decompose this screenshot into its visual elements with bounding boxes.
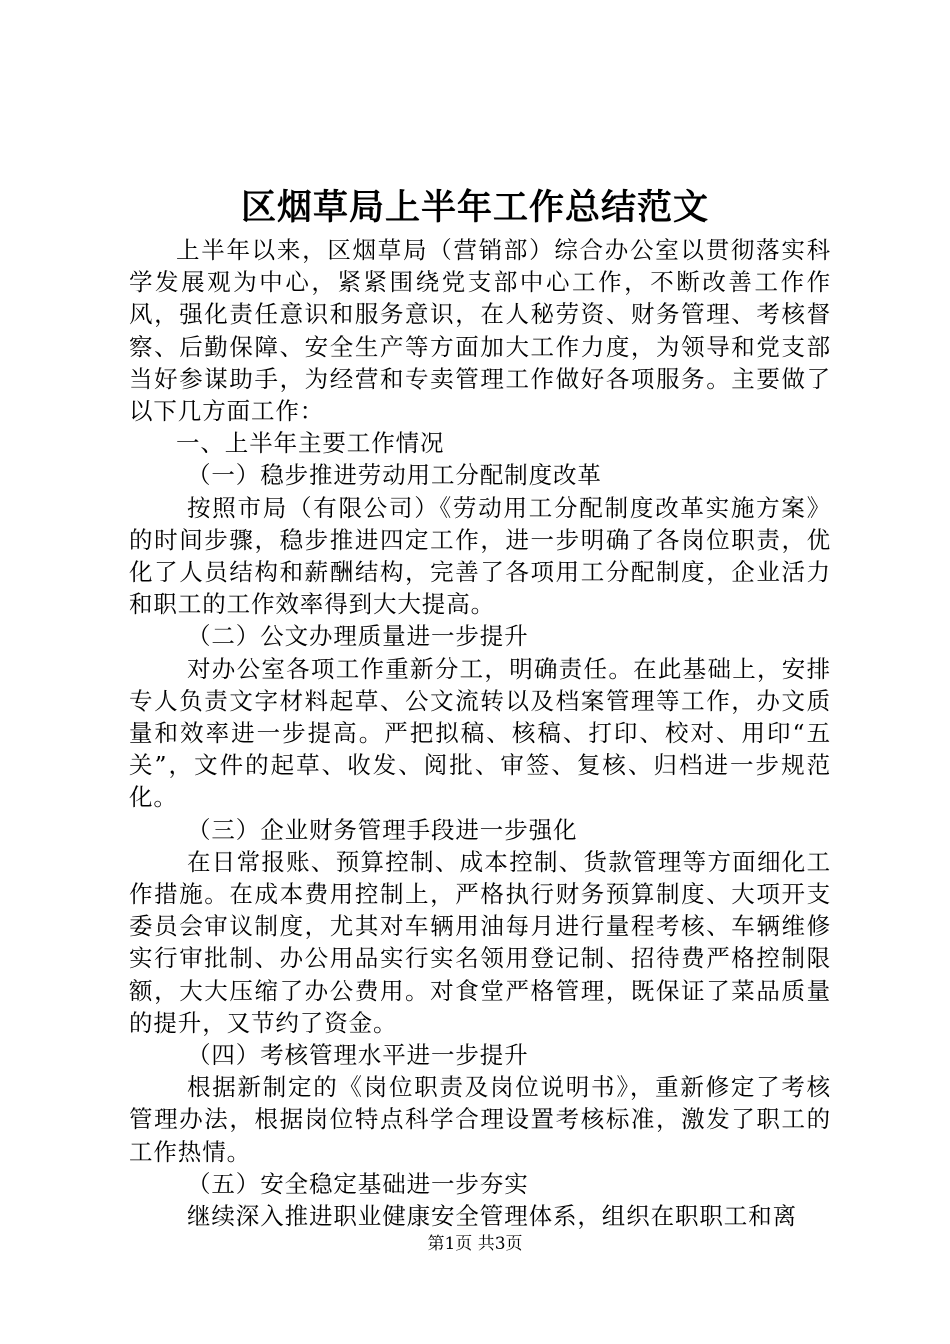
body-paragraph: 根据新制定的《岗位职责及岗位说明书》，重新修定了考核管理办法，根据岗位特点科学合理设置考核标准，激发了职工的工作热情。 [129,1073,831,1166]
intro-paragraph: 上半年以来，区烟草局（营销部）综合办公室以贯彻落实科学发展观为中心，紧紧围绕党支部中心工作，不断改善工作作风，强化责任意识和服务意识，在人秘劳资、财务管理、考核督察、后勤保障、安全生产等方面加大工作力度，为领导和党支部当好参谋助手，为经营和专卖管理工作做好各项服务。主要做了以下几方面工作： [129,236,831,426]
subsection-heading: （四）考核管理水平进一步提升 [187,1041,529,1070]
subsection-heading: （二）公文办理质量进一步提升 [187,622,529,651]
document-title: 区烟草局上半年工作总结范文 [240,187,709,228]
body-paragraph: 在日常报账、预算控制、成本控制、货款管理等方面细化工作措施。在成本费用控制上，严格执行财务预算制度、大项开支委员会审议制度，尤其对车辆用油每月进行量程考核、车辆维修实行审批制、办公用品实行实名领用登记制、招待费严格控制限额，大大压缩了办公费用。对食堂严格管理，既保证了菜品质量的提升，又节约了资金。 [129,847,831,1037]
subsection-heading: （五）安全稳定基础进一步夯实 [187,1169,529,1198]
section-heading: 一、上半年主要工作情况 [176,429,445,458]
body-paragraph: 按照市局（有限公司）《劳动用工分配制度改革实施方案》的时间步骤，稳步推进四定工作，进一步明确了各岗位职责，优化了人员结构和薪酬结构，完善了各项用工分配制度，企业活力和职工的工作效率得到大大提高。 [129,493,831,619]
subsection-heading: （一）稳步推进劳动用工分配制度改革 [187,461,602,490]
document-body [129,234,831,1232]
body-paragraph: 继续深入推进职业健康安全管理体系，组织在职职工和离 [187,1202,797,1231]
page-number: 第1页 共3页 [427,1234,523,1254]
body-paragraph: 对办公室各项工作重新分工，明确责任。在此基础上，安排专人负责文字材料起草、公文流转以及档案管理等工作，办文质量和效率进一步提高。严把拟稿、核稿、打印、校对、用印“五关”，文件的起草、收发、阅批、审签、复核、归档进一步规范化。 [129,654,831,812]
subsection-heading: （三）企业财务管理手段进一步强化 [187,815,578,844]
